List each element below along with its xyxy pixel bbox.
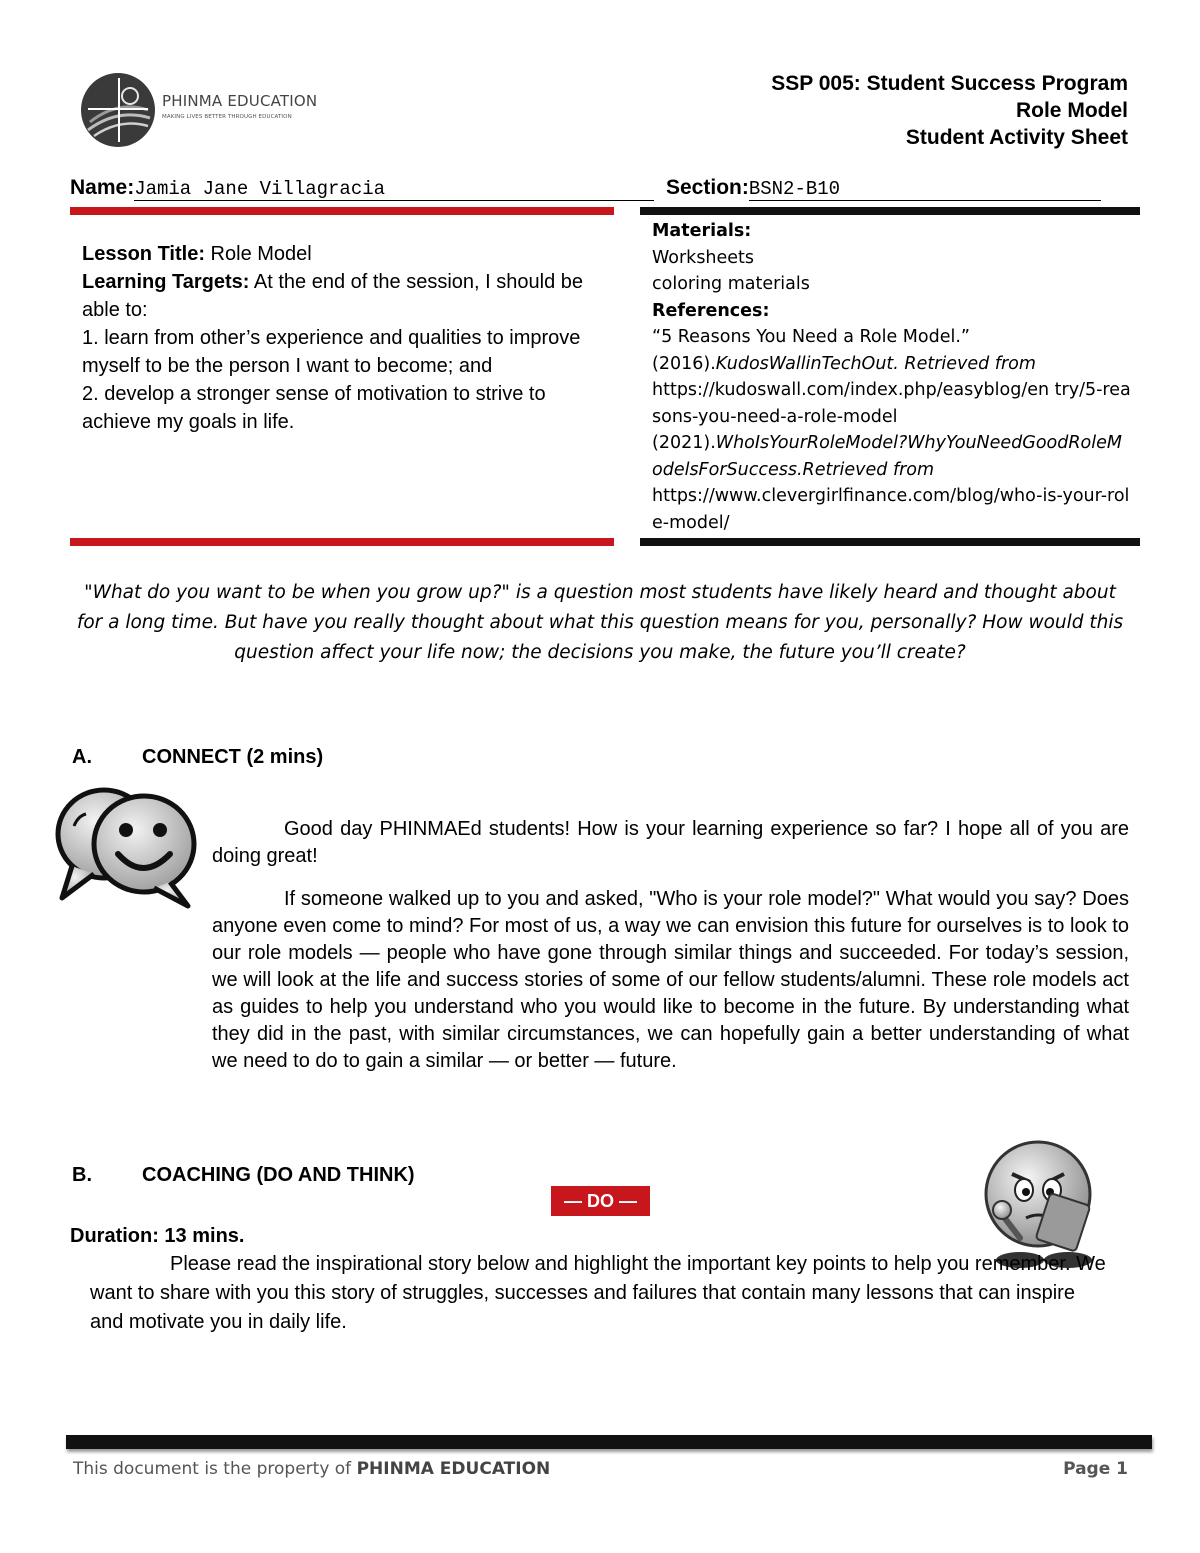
materials-label: Materials:	[652, 221, 752, 241]
reference-2-source: WhoIsYourRoleModel?WhyYouNeedGoodRoleModelsForSuccess.Retrieved from	[652, 433, 1122, 480]
lesson-title-line	[82, 240, 612, 268]
connect-body	[212, 816, 1129, 1091]
learning-target-1: 1. learn from other’s experience and qualities to improve myself to be the person I want to become; and	[82, 327, 581, 377]
divider-red-top	[70, 207, 614, 215]
coaching-instructions	[90, 1250, 1110, 1337]
section-a-title: CONNECT (2 mins)	[142, 746, 324, 768]
name-field	[70, 176, 654, 201]
course-title: SSP 005: Student Success Program	[771, 72, 1128, 95]
coaching-instructions-text: Please read the inspirational story below and highlight the important key points to help you remember. We want to share with you this story of struggles, successes and failures that contain many lessons that can inspire and motivate you in daily life.	[90, 1253, 1106, 1333]
footer-text: This document is the property of	[73, 1459, 357, 1479]
topic-title: Role Model	[1015, 99, 1128, 122]
section-b-title: COACHING (DO AND THINK)	[142, 1164, 415, 1186]
page-number: Page 1	[1063, 1459, 1128, 1479]
divider-black-top	[640, 207, 1140, 215]
reference-2-url[interactable]: https://www.clevergirlfinance.com/blog/who-is-your-role-model/	[652, 486, 1130, 533]
reference-1-title: “5 Reasons You Need a Role Model.”	[652, 327, 970, 347]
section-b-letter: B.	[72, 1164, 92, 1186]
reference-2-year: (2021).	[652, 433, 716, 453]
reference-2-source-line	[652, 430, 1132, 483]
materials-item-2: coloring materials	[652, 274, 810, 294]
reference-1-source: KudosWallinTechOut. Retrieved from	[715, 353, 1036, 374]
footer-owner: PHINMA EDUCATION	[356, 1459, 551, 1479]
divider-red-bottom	[70, 538, 614, 546]
duration: Duration: 13 mins.	[70, 1225, 245, 1247]
lesson-title-value: Role Model	[205, 243, 312, 265]
reference-1-year: (2016).	[652, 353, 716, 374]
materials-item-1: Worksheets	[652, 247, 755, 268]
section-value: BSN2-B10	[749, 178, 1101, 201]
intro-quote: "What do you want to be when you grow up?" is a question most students have likely heard and thought about for a long time. But have you really thought about what this question means for you, personally? How would this question affect your life now; the decisions you make, the future you’ll create?	[76, 582, 1124, 663]
chat-smiley-icon	[52, 782, 202, 912]
name-label: Name:	[70, 176, 135, 199]
connect-paragraph-2: If someone walked up to you and asked, "Who is your role model?" What would you say? Does anyone even come to mind? For most of us, a way we can envision this future for ourselves is to look to our role models — people who have gone through similar things and succeeded. For today’s session, we will look at the life and success stories of some of our fellow students/alumni. These role models act as guides to help you understand who you would like to become in the future. By understanding what they did in the past, with similar circumstances, we can hopefully gain a better understanding of what we need to do to gain a similar — or better — future.	[212, 888, 1129, 1072]
lesson-title-label: Lesson Title:	[82, 243, 205, 265]
phinma-globe-icon	[78, 70, 158, 150]
reference-1-source-line	[652, 351, 1132, 378]
references-label: References:	[652, 300, 770, 321]
learning-targets-intro: At the end of the session, I should be able to:	[82, 271, 584, 321]
divider-black-bottom	[640, 538, 1140, 546]
section-a-letter: A.	[72, 746, 92, 768]
footer-ownership	[73, 1459, 550, 1479]
document-header	[771, 70, 1128, 151]
section-label: Section:	[666, 176, 749, 199]
section-field	[666, 176, 1101, 201]
logo-name: PHINMA EDUCATION	[162, 92, 318, 110]
name-value: Jamia Jane Villagracia	[134, 178, 654, 201]
learning-targets	[82, 268, 612, 324]
lesson-box	[82, 240, 612, 436]
logo-tagline: MAKING LIVES BETTER THROUGH EDUCATION	[162, 114, 292, 120]
connect-paragraph-1: Good day PHINMAEd students! How is your learning experience so far? I hope all of you are doing great!	[212, 818, 1129, 867]
sheet-title: Student Activity Sheet	[905, 126, 1128, 149]
materials-box	[652, 218, 1132, 536]
learning-targets-label: Learning Targets:	[82, 271, 250, 293]
do-badge: — DO —	[551, 1186, 650, 1216]
phinma-logo	[78, 70, 338, 150]
reference-1-url[interactable]: https://kudoswall.com/index.php/easyblog/en try/5-reasons-you-need-a-role-model	[652, 380, 1131, 427]
footer-bar	[66, 1435, 1152, 1449]
learning-target-2: 2. develop a stronger sense of motivation to strive to achieve my goals in life.	[82, 383, 546, 433]
